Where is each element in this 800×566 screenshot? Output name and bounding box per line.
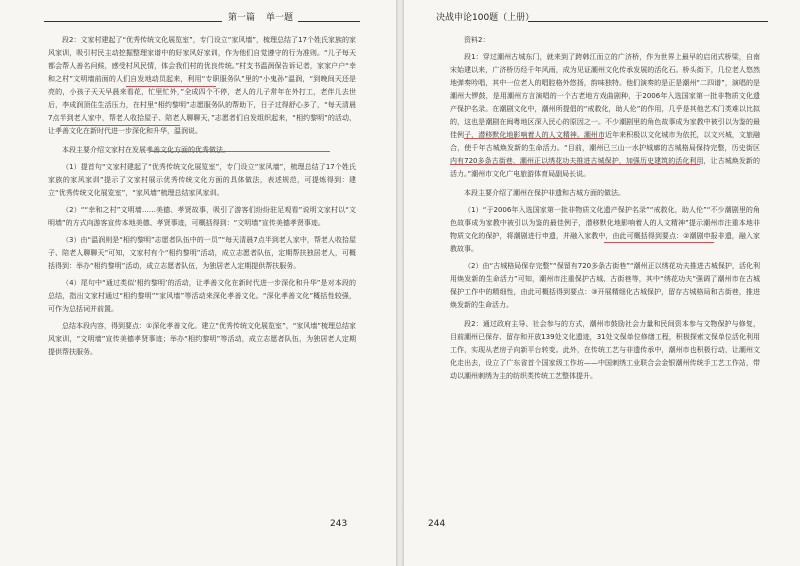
right-header-rule [528, 21, 768, 22]
left-paragraph: （2）““幸和之村”文明墙……美德、孝贤故事，吸引了游客们纷纷驻足观看”说明文家村以“文明墙”的方式向游客宣传本地美德、孝贤事迹，可概括得到：“文明墙”宣传美德孝贤事迹。 [48, 206, 356, 227]
left-paragraph: 本段主要介绍文家村在发展孝善文化方面的优秀做法。 [62, 146, 230, 154]
left-page-number: 243 [330, 519, 348, 529]
left-paragraph: （4）尾句中“通过类似‘相约黎明’的活动，让孝善文化在新时代进一步深化和升华”是对本段的总结，指出文家村通过“相约黎明”“家风墙”等活动来深化孝善文化。“深化孝善文化”概括性较强，可作为总括词并前置。 [48, 279, 356, 313]
annotation-underline [450, 164, 700, 165]
right-page [404, 0, 800, 566]
right-page-number: 244 [428, 519, 446, 529]
right-paragraph: 本段主要介绍了潮州在保护非遗和古城方面的做法。 [464, 189, 625, 197]
left-paragraph: 总结本段内容，得到要点：①深化孝善文化。建立“优秀传统文化展览室”，“家风墙”梳理总结家风家训，“文明墙”宣传美德孝贤事迹；举办“相约黎明”等活动，成立志愿者队伍，为独居老人定期提供帮扶服务。 [48, 322, 356, 356]
annotation-underline [60, 125, 180, 126]
left-paragraph: （3）由“温润则是“相约黎明”志愿者队伍中的一员”“每天清晨7点半到老人家中，帮老人收拾屋子、陪老人聊聊天”可知，文家村有个“相约黎明”活动，成立志愿者队伍，定期帮扶独居老人，可概括得到：举办“相约黎明”活动，成立志愿者队伍，为独居老人定期提供帮扶服务。 [48, 236, 356, 270]
left-header-rule-left [44, 21, 222, 22]
right-page-body [450, 34, 760, 387]
right-paragraph: （2）由“古城格局保存完整”“保留有720多条古街巷”“潮州正以绣花功夫推进古城保护，活化利用焕发新的生命活力”可知，潮州市注重保护古城、古街巷等，其中“绣花功夫”强调了潮州市在古城保护工作中的精细性，由此可概括得到要点：③开展精细化古城保护，留存古城格局和古街巷，推进焕发新的生命活力。 [450, 262, 760, 309]
annotation-underline [464, 138, 604, 139]
left-page [0, 0, 396, 566]
left-paragraph: （1）提首句“文家村建起了“优秀传统文化展览室”，专门设立“家风墙”，梳理总结了17个姓氏家族的家风家训”提示了文家村展示优秀传统文化方面的具体做法，表述规范，可提炼得到：建立“优秀传统文化展览室”，“家风墙”梳理总结家风家训。 [48, 163, 356, 197]
left-header-chapter: 第一篇 [228, 13, 256, 23]
left-page-body [48, 34, 356, 363]
right-paragraph: 段2：通过政府主导、社会参与的方式，潮州市鼓励社会力量和民间资本参与文物保护与修复，目前潮州已保存、留存和开放139处文化遗迹，31处文保单位修缮工程，积极探索文保单位活化利用工作，实现从老房子向新平台转变。此外，在传统工艺与非遗传承中，潮州市也积极行动，让潮州文化走出去，设立了广东省首个国家级工作坊——中国刺绣工业联合会金银潮州传统手工艺工作站，带动以潮州刺绣为主的纺织类传统工艺整体提升。 [450, 320, 760, 380]
left-header-rule-right [298, 21, 360, 22]
annotation-underline [150, 151, 330, 152]
left-header-title: 单一题 [266, 13, 294, 23]
right-paragraph: 资料2： [464, 36, 490, 44]
annotation-underline [126, 86, 216, 87]
left-paragraph: 段2：文家村建起了“优秀传统文化展览室”，专门设立“家风墙”，梳理总结了17个姓氏家族的家风家训，吸引村民主动挖掘整理家谱中的好家风好家训，作为他们自觉遵守的行为准则。“儿子每天都会帮人善名问候，感受村风民情，体会我们村的优良传统。”村支书温润保告诉记者，家家户户“幸和之村”文明墙前面的人们自发地动员起来，利用“专职服务队”里的“小鬼孙”温润，“到晚间天还是亮的，小孩子天天早晨来看花，忙里忙外，”全成四个不停，老人的儿子常年在外打工，老伴儿去世后，李成润顶住生活压力，在村里“相约黎明”志愿服务队的帮助下，日子过得舒心多了，“每天清晨7点半到老人家中，帮老人收拾屋子、陪老人聊聊天，”志愿者们自发组织起来，“相约黎明”的活动，让孝善文化在新时代进一步深化和升华，温润说。 [48, 36, 356, 135]
right-header-title: 决战申论100题（上册） [436, 13, 535, 23]
annotation-underline [604, 242, 714, 243]
book-gutter [396, 0, 404, 566]
right-paragraph: 段1：穿过潮州古城东门，就来到了跨韩江而立的广济桥，作为世界上最早的启闭式桥梁，自南宋始建以来，广济桥历经千年风雨，成为见证潮州文化传承发展的活化石。桥头街下，几位老人悠然地弹奏吟唱，其中一位老人的唱腔格外悠扬，韵味独特。他们演奏的是正是潮州“二四谱”，演唱的是潮州大锣鼓，是用潮州方言演唱的一个古老地方戏曲剧种，于2006年入选国家第一批非物质文化遗产保护名录。在潮剧文化中，潮州所提倡的“戒救化，助人伦”的作用，几乎是其他艺术门类难以比拟的，这也是潮剧在闽粤地区深入民心的原因之一。不少潮剧里的角色故事成为家教中被引以为鉴的最佳例子，潜移默化地影响着人的人文精神。潮州市近年来积极以文化城市为依托，以文兴城，文旅融合，使千年古城焕发新的生命活力。“目前，潮州已三山一水护城廓的古城格局保持完整，历史街区内有720多条古街巷，潮州正以绣花功夫推进古城保护，加强历史建筑的活化利用，让古城焕发新的活力。”潮州市文化广电旅游体育局副局长说。 [450, 53, 760, 178]
right-paragraph: （1）“于2006年入选国家第一批非物质文化遗产保护名录”“戒救化，助人伦”“不少潮剧里的角色故事成为家教中被引以为鉴的最佳例子，潜移默化地影响着人的人文精神”提示潮州市注重本地非物质文化的保护，将潮剧进行申遗，并融入家教中，由此可概括得到要点：②潮剧申报非遗，融入家教故事。 [450, 206, 760, 253]
